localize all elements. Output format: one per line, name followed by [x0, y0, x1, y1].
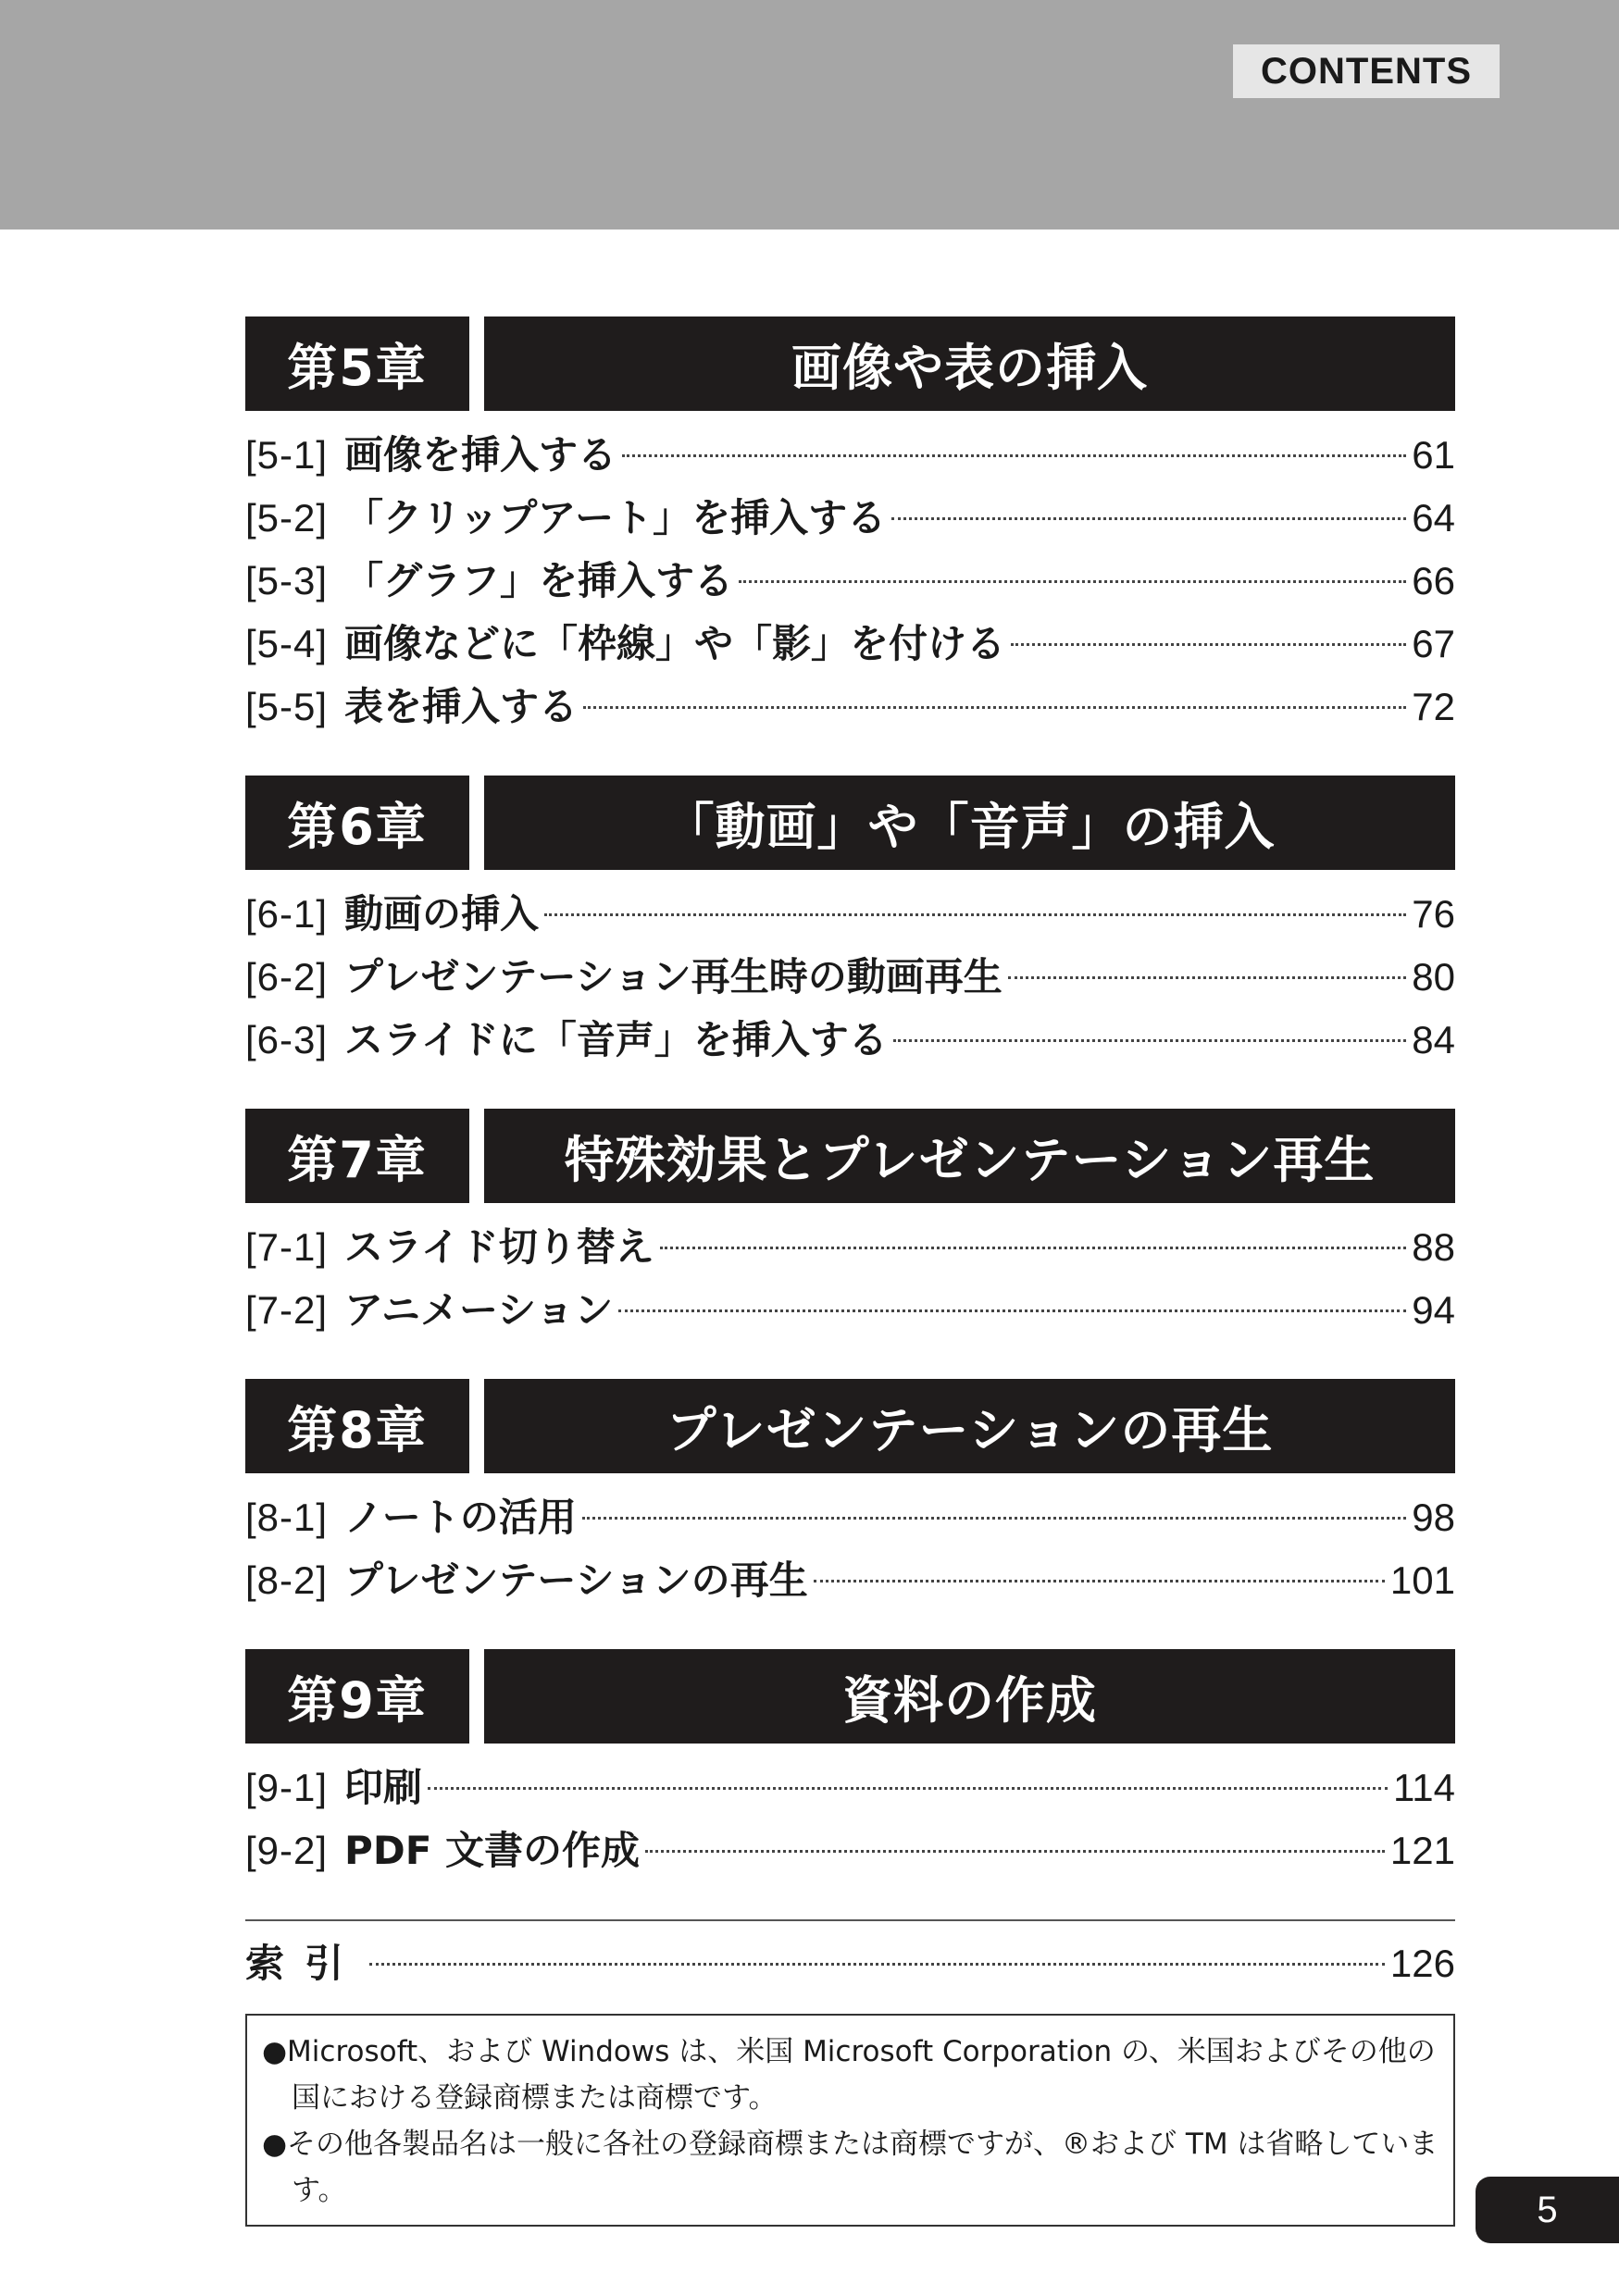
- chapter-number: 第5章: [245, 316, 469, 411]
- leader-dots: [622, 454, 1406, 457]
- chapter-header: [245, 776, 1455, 870]
- chapter-header: [245, 316, 1455, 411]
- chapter-number: 第9章: [245, 1649, 469, 1744]
- leader-dots: [583, 706, 1406, 709]
- chapter-number: 第6章: [245, 776, 469, 870]
- leader-dots: [814, 1580, 1385, 1582]
- toc-entry[interactable]: [245, 424, 1455, 487]
- toc-entry[interactable]: [245, 1819, 1455, 1882]
- section-title: 画像などに「枠線」や「影」を付ける: [344, 621, 1006, 666]
- page-ref: 98: [1412, 1496, 1455, 1539]
- section-title: PDF 文書の作成: [344, 1828, 641, 1873]
- section-title: ノートの活用: [344, 1495, 577, 1540]
- section-code: [8-2]: [245, 1558, 329, 1602]
- chapter-title: 資料の作成: [484, 1649, 1455, 1744]
- leader-dots: [891, 517, 1406, 520]
- contents-label: CONTENTS: [1233, 44, 1500, 98]
- chapter-section: [245, 1109, 1455, 1342]
- separator-line: [245, 1919, 1455, 1921]
- section-code: [7-1]: [245, 1225, 329, 1269]
- toc-entry[interactable]: [245, 550, 1455, 613]
- chapter-title: プレゼンテーションの再生: [484, 1379, 1455, 1473]
- section-title: 表を挿入する: [344, 684, 579, 729]
- toc-entry[interactable]: [245, 883, 1455, 946]
- section-code: [5-1]: [245, 433, 329, 477]
- chapter-number: 第7章: [245, 1109, 469, 1203]
- page-ref: 66: [1412, 559, 1455, 602]
- chapter-title: 画像や表の挿入: [484, 316, 1455, 411]
- chapter-title: 特殊効果とプレゼンテーション再生: [484, 1109, 1455, 1203]
- index-page: 126: [1389, 1942, 1455, 1985]
- toc-entry[interactable]: [245, 1486, 1455, 1549]
- page-ref: 64: [1412, 496, 1455, 540]
- leader-dots: [1008, 976, 1407, 979]
- table-of-contents: [245, 316, 1455, 2227]
- leader-dots: [660, 1247, 1406, 1249]
- section-code: [6-3]: [245, 1018, 329, 1061]
- chapter-number: 第8章: [245, 1379, 469, 1473]
- section-code: [8-1]: [245, 1496, 329, 1539]
- chapter-header: [245, 1379, 1455, 1473]
- section-title: スライドに「音声」を挿入する: [344, 1017, 888, 1062]
- leader-dots: [618, 1309, 1406, 1312]
- page-ref: 84: [1412, 1018, 1455, 1061]
- chapter-list: [245, 316, 1455, 1882]
- page-ref: 80: [1412, 955, 1455, 999]
- index-entry[interactable]: [245, 1932, 1455, 1995]
- section-title: 印刷: [344, 1765, 423, 1810]
- toc-entry[interactable]: [245, 613, 1455, 676]
- section-code: [5-5]: [245, 685, 329, 728]
- chapter-section: [245, 1649, 1455, 1882]
- leader-dots: [739, 580, 1406, 583]
- chapter-section: [245, 1379, 1455, 1612]
- section-code: [9-2]: [245, 1829, 329, 1872]
- section-code: [9-1]: [245, 1766, 329, 1809]
- page-ref: 88: [1412, 1225, 1455, 1269]
- section-code: [6-2]: [245, 955, 329, 999]
- toc-entry[interactable]: [245, 487, 1455, 550]
- leader-dots: [582, 1517, 1406, 1520]
- section-title: 動画の挿入: [344, 891, 540, 937]
- toc-entry[interactable]: [245, 1756, 1455, 1819]
- leader-dots: [893, 1039, 1406, 1042]
- section-title: プレゼンテーションの再生: [344, 1558, 808, 1603]
- leader-dots: [369, 1963, 1385, 1966]
- toc-entry[interactable]: [245, 676, 1455, 738]
- toc-entry[interactable]: [245, 1216, 1455, 1279]
- chapter-header: [245, 1109, 1455, 1203]
- leader-dots: [428, 1787, 1388, 1790]
- section-code: [5-2]: [245, 496, 329, 540]
- section-title: プレゼンテーション再生時の動画再生: [344, 954, 1003, 999]
- chapter-section: [245, 316, 1455, 738]
- section-title: 「グラフ」を挿入する: [344, 558, 734, 603]
- chapter-title: 「動画」や「音声」の挿入: [484, 776, 1455, 870]
- note-item: ●Microsoft、および Windows は、米国 Microsoft Corporation の、米国およびその他の国における登録商標または商標です。: [262, 2035, 1436, 2115]
- note-item: ●その他各製品名は一般に各社の登録商標または商標ですが、®および TM は省略しています。: [262, 2128, 1438, 2207]
- page-ref: 67: [1412, 622, 1455, 665]
- page-ref: 76: [1412, 892, 1455, 936]
- leader-dots: [1011, 643, 1406, 646]
- page-ref: 114: [1393, 1766, 1455, 1809]
- section-title: アニメーション: [344, 1287, 614, 1333]
- section-title: 画像を挿入する: [344, 432, 617, 478]
- page-number: 5: [1476, 2177, 1619, 2243]
- page-ref: 101: [1389, 1558, 1455, 1602]
- chapter-section: [245, 776, 1455, 1072]
- index-label: 索引: [245, 1941, 365, 1986]
- trademark-notes: [245, 2014, 1455, 2227]
- page-ref: 61: [1412, 433, 1455, 477]
- section-code: [5-3]: [245, 559, 329, 602]
- leader-dots: [544, 913, 1406, 916]
- section-code: [6-1]: [245, 892, 329, 936]
- page-ref: 121: [1389, 1829, 1455, 1872]
- leader-dots: [645, 1850, 1385, 1853]
- toc-entry[interactable]: [245, 1279, 1455, 1342]
- page-ref: 94: [1412, 1288, 1455, 1332]
- section-title: 「クリップアート」を挿入する: [344, 495, 887, 540]
- section-code: [5-4]: [245, 622, 329, 665]
- section-title: スライド切り替え: [344, 1224, 654, 1270]
- header-band: [0, 0, 1619, 230]
- toc-entry[interactable]: [245, 1549, 1455, 1612]
- toc-entry[interactable]: [245, 946, 1455, 1009]
- section-code: [7-2]: [245, 1288, 329, 1332]
- page-ref: 72: [1412, 685, 1455, 728]
- chapter-header: [245, 1649, 1455, 1744]
- toc-entry[interactable]: [245, 1009, 1455, 1072]
